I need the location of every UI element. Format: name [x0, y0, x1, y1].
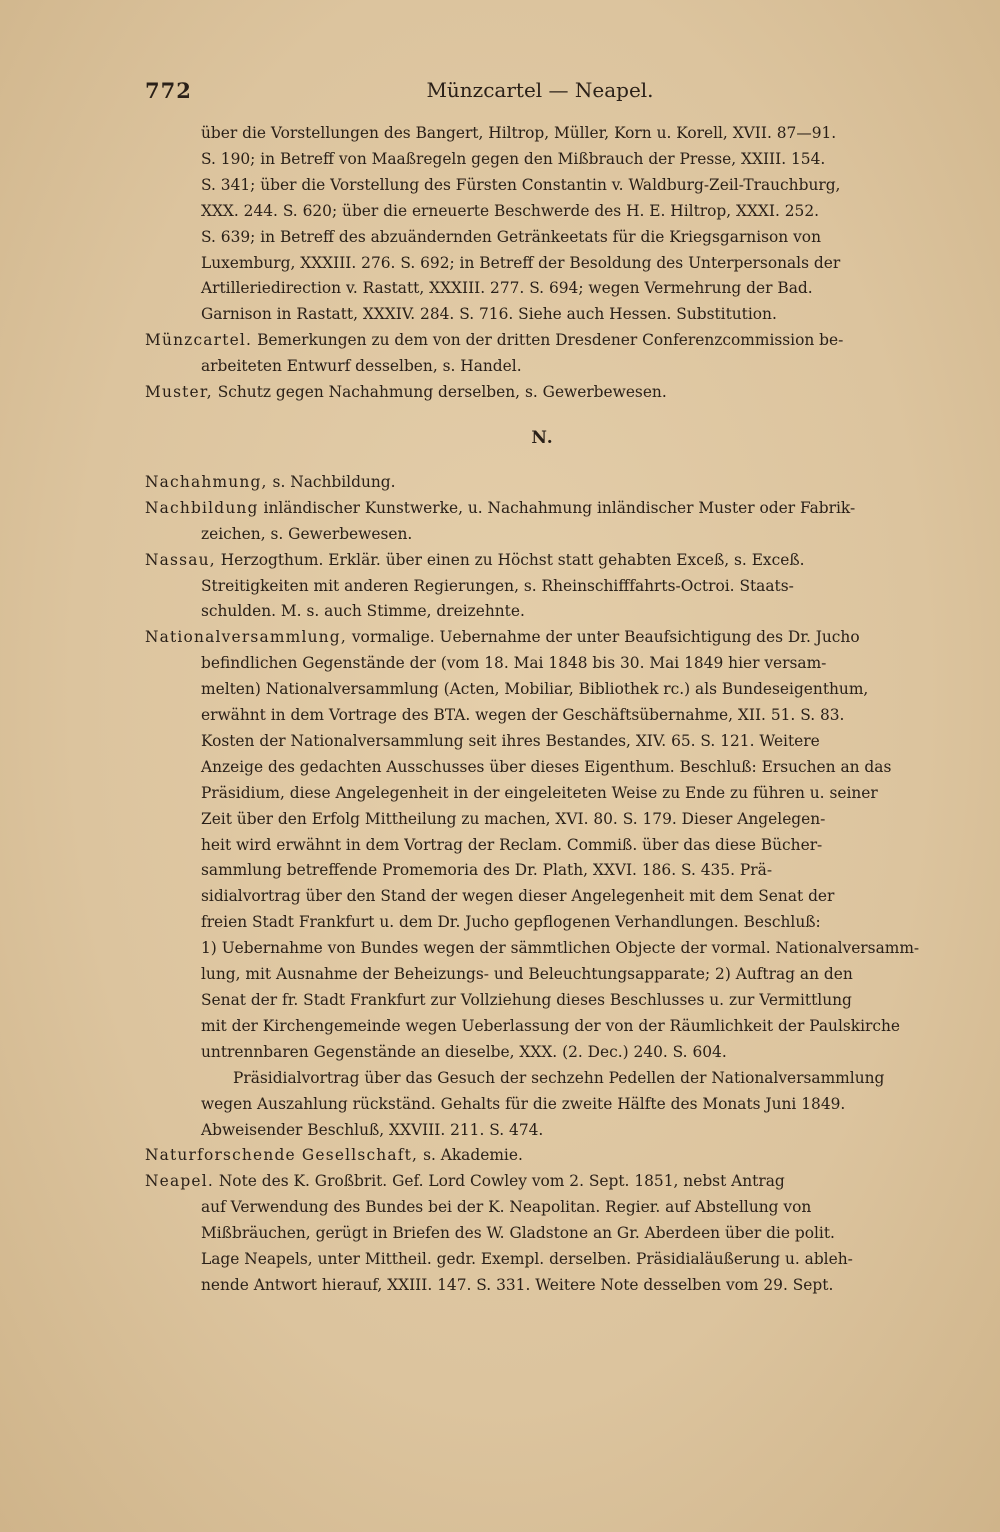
- text-line: XXX. 244. S. 620; über die erneuerte Beschwerde des H. E. Hiltrop, XXXI. 252.: [201, 201, 820, 220]
- text-line: sammlung betreffende Promemoria des Dr. Plath, XXVI. 186. S. 435. Prä-: [201, 861, 773, 880]
- text-line: Artilleriedirection v. Rastatt, XXXIII. 277. S. 694; wegen Vermehrung der Bad.: [201, 279, 813, 298]
- text-line: wegen Auszahlung rückständ. Gehalts für die zweite Hälfte des Monats Juni 1849.: [201, 1094, 846, 1113]
- entry-term: Neapel.: [145, 1172, 214, 1191]
- index-entry: [145, 328, 940, 380]
- text-line: zeichen, s. Gewerbewesen.: [201, 524, 413, 543]
- index-entry: [145, 548, 940, 626]
- text-line: untrennbaren Gegenstände an dieselbe, XXX. (2. Dec.) 240. S. 604.: [201, 1042, 727, 1061]
- index-entry: [145, 496, 940, 548]
- text-line: Senat der fr. Stadt Frankfurt zur Vollziehung dieses Beschlusses u. zur Vermittlung: [201, 991, 852, 1009]
- text-line: freien Stadt Frankfurt u. dem Dr. Jucho gepflogenen Verhandlungen. Beschluß:: [201, 913, 821, 932]
- text-line: Note des K. Großbrit. Gef. Lord Cowley vom 2. Sept. 1851, nebst Antrag: [218, 1172, 785, 1191]
- text-line: mit der Kirchengemeinde wegen Ueberlassung der von der Räumlichkeit der Paulskirche: [201, 1016, 901, 1035]
- page-number: 772: [145, 78, 192, 103]
- text-line: Lage Neapels, unter Mittheil. gedr. Exempl. derselben. Präsidialäußerung u. ableh-: [201, 1250, 853, 1269]
- text-line: vormalige. Uebernahme der unter Beaufsichtigung des Dr. Jucho: [351, 628, 860, 647]
- text-line: arbeiteten Entwurf desselben, s. Handel.: [201, 357, 522, 376]
- text-line: Herzogthum. Erklär. über einen zu Höchst statt gehabten Exceß, s. Exceß.: [220, 550, 805, 569]
- text-line: inländischer Kunstwerke, u. Nachahmung inländischer Muster oder Fabrik-: [263, 498, 856, 517]
- entry-term: Muster,: [145, 383, 213, 402]
- entry-term: Nassau,: [145, 550, 216, 569]
- index-entry: [145, 1143, 940, 1169]
- text-line: s. Nachbildung.: [272, 472, 396, 491]
- entry-term: Nachbildung: [145, 498, 259, 517]
- section-letter: N.: [531, 427, 554, 448]
- text-line: lung, mit Ausnahme der Beheizungs- und Beleuchtungsapparate; 2) Auftrag an den: [201, 965, 853, 984]
- index-entry: [145, 625, 940, 1143]
- index-body: [145, 121, 940, 1299]
- text-line: nende Antwort hierauf, XXIII. 147. S. 331. Weitere Note desselben vom 29. Sept.: [201, 1275, 834, 1294]
- page-header: [145, 78, 935, 108]
- index-entry: [145, 470, 940, 496]
- text-line: sidialvortrag über den Stand der wegen dieser Angelegenheit mit dem Senat der: [201, 887, 835, 906]
- text-line: Garnison in Rastatt, XXXIV. 284. S. 716. Siehe auch Hessen. Substitution.: [201, 305, 777, 324]
- text-line: melten) Nationalversammlung (Acten, Mobiliar, Bibliothek rc.) als Bundeseigenthum,: [201, 680, 869, 699]
- entry-term: Nachahmung,: [145, 472, 268, 491]
- text-line: S. 341; über die Vorstellung des Fürsten Constantin v. Waldburg-Zeil-Trauchburg,: [201, 175, 841, 194]
- text-line: erwähnt in dem Vortrage des BTA. wegen der Geschäftsübernahme, XII. 51. S. 83.: [201, 706, 845, 725]
- text-line: Mißbräuchen, gerügt in Briefen des W. Gladstone an Gr. Aberdeen über die polit.: [201, 1224, 835, 1243]
- text-line: S. 639; in Betreff des abzuändernden Getränkeetats für die Kriegsgarnison von: [201, 227, 821, 246]
- text-line: Bemerkungen zu dem von der dritten Dresdener Conferenzcommission be-: [257, 331, 844, 350]
- text-line: Kosten der Nationalversammlung seit ihres Bestandes, XIV. 65. S. 121. Weitere: [201, 731, 820, 750]
- text-line: befindlichen Gegenstände der (vom 18. Mai 1848 bis 30. Mai 1849 hier versam-: [201, 654, 827, 673]
- index-entry: [145, 1169, 940, 1299]
- text-line: über die Vorstellungen des Bangert, Hiltrop, Müller, Korn u. Korell, XVII. 87—91.: [201, 124, 837, 142]
- text-line: auf Verwendung des Bundes bei der K. Neapolitan. Regier. auf Abstellung von: [201, 1198, 812, 1217]
- entry-term: Nationalversammlung,: [145, 628, 347, 647]
- text-line: Streitigkeiten mit anderen Regierungen, s. Rheinschifffahrts-Octroi. Staats-: [201, 576, 794, 595]
- text-line: S. 190; in Betreff von Maaßregeln gegen den Mißbrauch der Presse, XXIII. 154.: [201, 149, 826, 168]
- text-line: Zeit über den Erfolg Mittheilung zu machen, XVI. 80. S. 179. Dieser Angelegen-: [201, 809, 826, 828]
- text-line: Anzeige des gedachten Ausschusses über dieses Eigenthum. Beschluß: Ersuchen an das: [201, 757, 892, 776]
- text-line: Abweisender Beschluß, XXVIII. 211. S. 474.: [201, 1120, 544, 1139]
- entry-term: Naturforschende Gesellschaft,: [145, 1146, 419, 1165]
- text-line: Präsidialvortrag über das Gesuch der sechzehn Pedellen der Nationalversammlung: [233, 1068, 885, 1087]
- intro-continuation: [145, 121, 940, 328]
- text-line: Luxemburg, XXXIII. 276. S. 692; in Betreff der Besoldung des Unterpersonals der: [201, 253, 841, 272]
- entry-term: Münzcartel.: [145, 331, 253, 350]
- text-line: schulden. M. s. auch Stimme, dreizehnte.: [201, 602, 525, 621]
- text-line: Präsidium, diese Angelegenheit in der eingeleiteten Weise zu Ende zu führen u. seiner: [201, 783, 878, 802]
- text-line: heit wird erwähnt in dem Vortrag der Reclam. Commiß. über das diese Bücher-: [201, 835, 823, 854]
- index-entry: [145, 380, 940, 406]
- text-line: Schutz gegen Nachahmung derselben, s. Gewerbewesen.: [217, 383, 667, 402]
- running-title: Münzcartel — Neapel.: [426, 78, 654, 102]
- text-line: 1) Uebernahme von Bundes wegen der sämmtlichen Objecte der vormal. Nationalversamm-: [201, 939, 920, 958]
- text-line: s. Akademie.: [423, 1146, 523, 1165]
